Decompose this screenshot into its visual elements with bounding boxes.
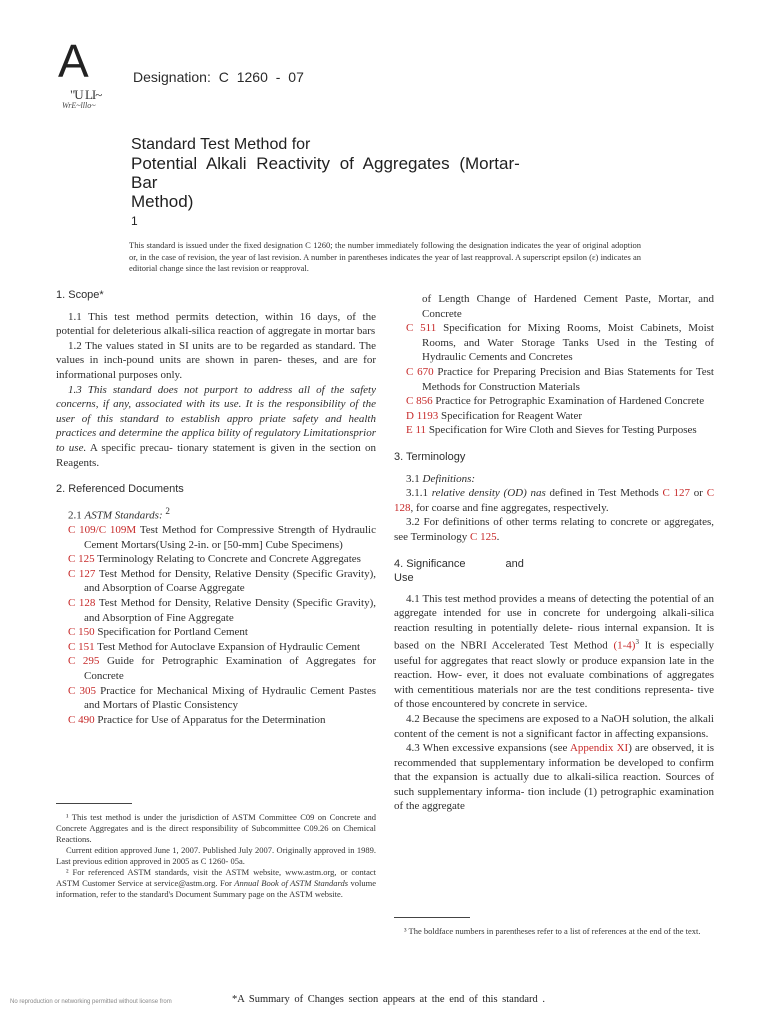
title-footnote-mark: 1 xyxy=(131,214,138,228)
designation: Designation: C 1260 - 07 xyxy=(133,69,304,85)
label: 3.1 xyxy=(406,472,420,485)
term: relative density (OD) nas xyxy=(431,487,546,500)
terminology-heading: 3. Terminology xyxy=(394,450,466,463)
referenced-document-item xyxy=(68,654,376,683)
ref-link-c127[interactable]: C 127 xyxy=(662,487,691,500)
text: ² For referenced ASTM standards, visit the ASTM website, www.astm.org, or contact ASTM Customer Service at service@astm.org. For xyxy=(56,867,376,888)
scope-paragraph-3-italic: 1.3 This standard does not purport to address all of the safety concerns, if any, associated with its use. It is the responsibility of the user of this standard to establish appro priate safety and health practices and determine the applica bility of regulatory Limitationsprior to use. xyxy=(56,383,376,454)
referenced-document-item xyxy=(68,523,376,552)
scope-paragraph-3 xyxy=(56,383,376,471)
ref-link-c125[interactable]: C 125 xyxy=(470,530,497,543)
ref-link-c128[interactable]: C 128 xyxy=(394,487,715,514)
referenced-list-left xyxy=(56,523,376,727)
ref-link-references[interactable]: (1-4) xyxy=(613,639,636,652)
standard-code-link[interactable]: C 295 xyxy=(68,655,100,668)
scope-heading: 1. Scope* xyxy=(56,289,104,301)
referenced-document-item xyxy=(406,423,714,438)
standard-title: Test Method for Density, Relative Density (Specific Gravity), and Absorption of Coarse Aggregate xyxy=(84,567,376,595)
referenced-document-item xyxy=(68,684,376,713)
scope-paragraph-3-rest: A specific precau- tionary statement is given in the section on Reagents. xyxy=(56,441,376,469)
standard-title: Practice for Petrographic Examination of Hardened Concrete xyxy=(432,395,705,408)
right-column xyxy=(394,292,714,814)
standard-title: Specification for Portland Cement xyxy=(94,626,248,639)
scope-paragraph-1: 1.1 This test method permits detection, within 16 days, of the potential for deleterious alkali-silica reaction of aggregate in mortar bars xyxy=(56,310,376,338)
astm-logo-letter: A xyxy=(58,35,89,87)
standard-title: Specification for Reagent Water xyxy=(438,409,582,422)
astm-standards-subheading xyxy=(56,504,376,523)
referenced-continuation: of Length Change of Hardened Cement Paste, Mortar, and Concrete xyxy=(422,293,714,320)
referenced-documents-heading: 2. Referenced Documents xyxy=(56,483,184,496)
standard-code-link[interactable]: C 125 xyxy=(68,553,95,566)
standard-notice: This standard is issued under the fixed designation C 1260; the number immediately following the designation indicates the year of original adoption or, in the case of revision, the year of last revision. A number in parentheses indicates the year of last reapproval. A superscript epsilon (ε) indicates an editorial change since the last revision or reapproval. xyxy=(129,240,641,273)
text: defined in Test Methods xyxy=(545,487,659,500)
license-watermark: No reproduction or networking permitted without license from xyxy=(10,999,172,1005)
referenced-document-item xyxy=(406,409,714,424)
definitions-label: Definitions: xyxy=(422,472,476,485)
standard-title: Practice for Preparing Precision and Bias Statements for Test Methods for Construction Materials xyxy=(422,365,714,393)
standard-code-link[interactable]: E 11 xyxy=(406,424,427,437)
standard-code-link[interactable]: C 128 xyxy=(68,596,96,609)
standard-code-link[interactable]: C 856 xyxy=(406,395,433,408)
terminology-3-2 xyxy=(394,515,714,544)
text: It is especially useful for aggregates that react slowly or produce expansion late in the reaction. How- ever, it does not evaluate combinations of aggregates with cementitious materials nor are the test conditions representa- tive of those encountered by concrete in service. xyxy=(394,639,714,711)
heading-part: 4. Significance xyxy=(394,557,466,570)
standard-code-link[interactable]: C 127 xyxy=(68,567,96,580)
text: or xyxy=(690,487,707,500)
standard-title: Test Method for Compressive Strength of Hydraulic Cement Mortars(Using 2-in. or [50-mm] Cube Specimens) xyxy=(84,523,376,551)
referenced-document-item xyxy=(68,713,376,728)
standard-title: Specification for Mixing Rooms, Moist Cabinets, Moist Rooms, and Water Storage Tanks Used in the Testing of Hydraulic Cements and Concretes xyxy=(422,322,714,364)
text: . xyxy=(496,530,500,543)
footnote-1-edition: Current edition approved June 1, 2007. Published July 2007. Originally approved in 1989. Last previous edition approved in 2005 as C 1260- 05a. xyxy=(56,845,376,866)
title-line-4: Method) xyxy=(131,192,194,211)
standard-code-link[interactable]: C 670 xyxy=(406,365,434,378)
significance-4-2: 4.2 Because the specimens are exposed to a NaOH solution, the alkali content of the cement is not a significant factor in affecting expansions. xyxy=(394,712,714,740)
referenced-document-item xyxy=(68,625,376,640)
footnote-mark: 3 xyxy=(635,638,639,647)
astm-logo-line1: "U LI~ xyxy=(70,87,102,102)
standard-title: Guide for Petrographic Examination of Aggregates for Concrete xyxy=(84,655,377,682)
footnotes-left xyxy=(56,812,376,900)
significance-4-1 xyxy=(394,592,714,712)
sub-label: 2.1 xyxy=(68,509,82,522)
text: , for coarse and fine aggregates, respectively. xyxy=(410,501,609,514)
standard-code-link[interactable]: C 151 xyxy=(68,640,95,653)
footnote-1: ¹ This test method is under the jurisdiction of ASTM Committee C09 on Concrete and Concrete Aggregates and is the direct responsibility of Subcommittee C09.26 on Chemical Reactions. xyxy=(56,812,376,844)
standard-title: Practice for Mechanical Mixing of Hydraulic Cement Pastes and Mortars of Plastic Consistency xyxy=(84,684,377,712)
significance-heading xyxy=(394,557,714,585)
left-column xyxy=(56,288,376,727)
title-line-3: Bar xyxy=(131,173,158,192)
standard-code-link[interactable]: D 1193 xyxy=(406,409,439,422)
text: 3.2 For definitions of other terms relating to concrete or aggregates, see Terminology xyxy=(394,516,714,543)
scope-paragraph-2: 1.2 The values stated in SI units are to be regarded as standard. The values in inch-pound units are shown in paren- theses, and are for informational purposes only. xyxy=(56,339,376,381)
standard-title: Terminology Relating to Concrete and Concrete Aggregates xyxy=(94,553,361,566)
standard-title: Test Method for Autoclave Expansion of Hydraulic Cement xyxy=(94,640,361,653)
footnote-rule-right xyxy=(394,917,470,918)
footnote-rule-left xyxy=(56,803,132,804)
footnote-3: ³ The boldface numbers in parentheses refer to a list of references at the end of the text. xyxy=(404,926,701,936)
referenced-document-item xyxy=(406,321,714,365)
standard-title: Practice for Use of Apparatus for the Determination xyxy=(94,713,326,726)
title-line-1: Standard Test Method for xyxy=(131,136,311,153)
standard-title: Specification for Wire Cloth and Sieves for Testing Purposes xyxy=(426,424,697,437)
document-title xyxy=(131,135,611,228)
terminology-3-1-1 xyxy=(394,486,714,515)
standard-title: Test Method for Density, Relative Density (Specific Gravity), and Absorption of Fine Aggregate xyxy=(84,596,376,624)
heading-part: and xyxy=(505,557,524,570)
standard-code-link[interactable]: C 511 xyxy=(406,322,437,335)
significance-4-3 xyxy=(394,741,714,814)
standard-code-link[interactable]: C 305 xyxy=(68,684,96,697)
sub-italic: ASTM Standards: xyxy=(84,509,163,522)
standard-code-link[interactable]: C 150 xyxy=(68,626,95,639)
footnote-2 xyxy=(56,867,376,900)
label: 3.1.1 xyxy=(406,487,428,500)
text: volume information, refer to the standard's Document Summary page on the ASTM website. xyxy=(56,878,377,899)
referenced-document-item xyxy=(68,552,376,567)
standard-code-link[interactable]: C 490 xyxy=(68,713,95,726)
standard-code-link[interactable]: C 109/C 109M xyxy=(68,523,137,536)
referenced-document-item xyxy=(406,394,714,409)
terminology-3-1 xyxy=(394,472,714,487)
summary-of-changes-note: *A Summary of Changes section appears at the end of this standard . xyxy=(232,994,545,1005)
title-line-2: Potential Alkali Reactivity of Aggregates (Mortar- xyxy=(131,154,520,173)
sub-footnote-mark: 2 xyxy=(165,505,170,516)
heading-part: Use xyxy=(394,571,414,584)
text: 4.3 When excessive expansions (see xyxy=(406,742,570,755)
referenced-list-right xyxy=(406,321,714,438)
referenced-document-item xyxy=(68,640,376,655)
text: 4.1 This test method provides a means of detecting the potential of an aggregate intended for use in concrete for undergoing alkali-silica reaction resulting in potentially delete- rious internal expansion. It is based on the NBRI Accelerated Test Method xyxy=(394,592,714,652)
text: ) are observed, it is recommended that supplementary information be developed to confirm that the expansion is actually due to alkali-silica reaction. Sources of such supplementary informa- tion include (1) petrographic examination of the aggregate xyxy=(394,742,715,813)
ref-link-appendix[interactable]: Appendix XI xyxy=(569,742,629,755)
text: Annual Book of ASTM Standards xyxy=(234,878,349,888)
astm-logo-line2: WrE~lllo~ xyxy=(62,101,96,110)
referenced-document-item xyxy=(406,365,714,394)
referenced-document-item xyxy=(68,567,376,596)
referenced-document-item xyxy=(68,596,376,625)
